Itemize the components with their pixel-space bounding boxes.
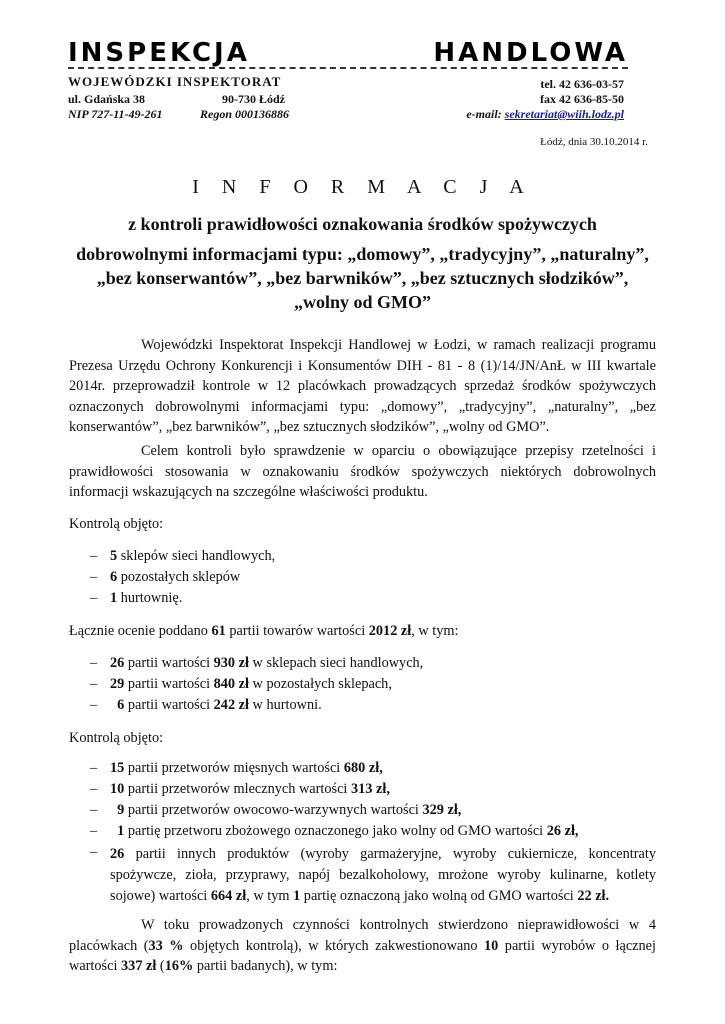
email-line	[466, 107, 624, 121]
institution-name: WOJEWÓDZKI INSPEKTORAT	[68, 74, 282, 89]
address-city: 90-730 Łódź	[222, 92, 285, 106]
list-item: – 9 partii przetworów owocowo-warzywnych wartości 329 zł,	[90, 802, 462, 818]
list-item: – 26 partii wartości 930 zł w sklepach sieci handlowych,	[90, 655, 424, 671]
scope-label-1: Kontrolą objęto:	[69, 516, 164, 532]
brand-word-2: HANDLOWA	[433, 38, 628, 68]
list-item: – 6 partii wartości 242 zł w hurtowni.	[90, 697, 322, 713]
findings-paragraph: W toku prowadzonych czynności kontrolnych stwierdzono nieprawidłowości w 4 placówkach (33 % objętych kontrolą), w których zakwestionowano 10 partii wyrobów o łącznej wartości 337 zł (16% partii badanych), w tym:	[69, 917, 656, 974]
letterhead-rule	[68, 67, 628, 69]
list-item: – 15 partii przetworów mięsnych wartości 680 zł,	[90, 760, 383, 776]
regon-number: Regon 000136886	[200, 107, 290, 121]
list-item-dash: –	[90, 844, 98, 860]
intro-paragraph	[69, 335, 656, 438]
subtitle-line-4: „wolny od GMO”	[293, 292, 431, 312]
purpose-paragraph	[69, 441, 656, 503]
list-item: – 10 partii przetworów mlecznych wartości 313 zł,	[90, 781, 390, 797]
email-label: e-mail:	[466, 107, 502, 121]
subtitle-line-2: dobrowolnymi informacjami typu: „domowy”, „tradycyjny”, „naturalny”,	[76, 244, 649, 264]
document-title: I N F O R M A C J A	[192, 176, 533, 198]
fax-number: fax 42 636-85-50	[540, 92, 624, 106]
address-street: ul. Gdańska 38	[68, 92, 146, 106]
list-item: – 1 partię przetworu zbożowego oznaczonego jako wolny od GMO wartości 26 zł,	[90, 823, 579, 839]
phone-number: tel. 42 636-03-57	[540, 77, 624, 91]
list-item: – 29 partii wartości 840 zł w pozostałych sklepach,	[90, 676, 392, 692]
subtitle-line-1: z kontroli prawidłowości oznakowania środków spożywczych	[128, 214, 597, 234]
nip-number: NIP 727-11-49-261	[68, 107, 163, 121]
purpose-text: Celem kontroli było sprawdzenie w oparciu o obowiązujące przepisy rzetelności i prawidłowości stosowania w oznakowaniu środków spożywczych niektórych dobrowolnych informacji wskazujących na szczególne właściwości produktu.	[69, 443, 656, 500]
total-summary: Łącznie ocenie poddano 61 partii towarów wartości 2012 zł, w tym:	[69, 623, 459, 639]
list-item: – 6 pozostałych sklepów	[90, 569, 241, 585]
letterhead-brand	[68, 40, 628, 66]
subtitle-line-3: „bez konserwantów”, „bez barwników”, „bez sztucznych słodzików”,	[96, 268, 629, 288]
intro-text: Wojewódzki Inspektorat Inspekcji Handlowej w Łodzi, w ramach realizacji programu Prezesa Urzędu Ochrony Konkurencji i Konsumentów DIH - 81 - 8 (1)/14/JN/AnŁ w III kwartale 2014r. przeprowadził kontrole w 12 placówkach prowadzących sprzedaż środków spożywczych oznaczonych dobrowolnymi informacjami typu: „domowy”, „tradycyjny”, „naturalny”, „bez konserwantów”, „bez barwników”, „bez sztucznych słodzików”, „wolny od GMO”.	[69, 337, 656, 435]
email-link[interactable]: sekretariat@wiih.lodz.pl	[504, 107, 624, 121]
brand-word-1: INSPEKCJA	[68, 38, 250, 68]
scope-label-2: Kontrolą objęto:	[69, 730, 164, 746]
document-date: Łódź, dnia 30.10.2014 r.	[540, 136, 648, 148]
list-item-multiline: 26 partii innych produktów (wyroby garmażeryjne, wyroby cukiernicze, koncentraty spożywcze, zioła, przyprawy, napój bezalkoholowy, mrożone wyroby kulinarne, kotlety sojowe) wartości 664 zł, w tym 1 partię oznaczoną jako wolną od GMO wartości 22 zł.	[110, 846, 656, 904]
list-item: – 5 sklepów sieci handlowych,	[90, 548, 276, 564]
list-item: – 1 hurtownię.	[90, 590, 183, 606]
